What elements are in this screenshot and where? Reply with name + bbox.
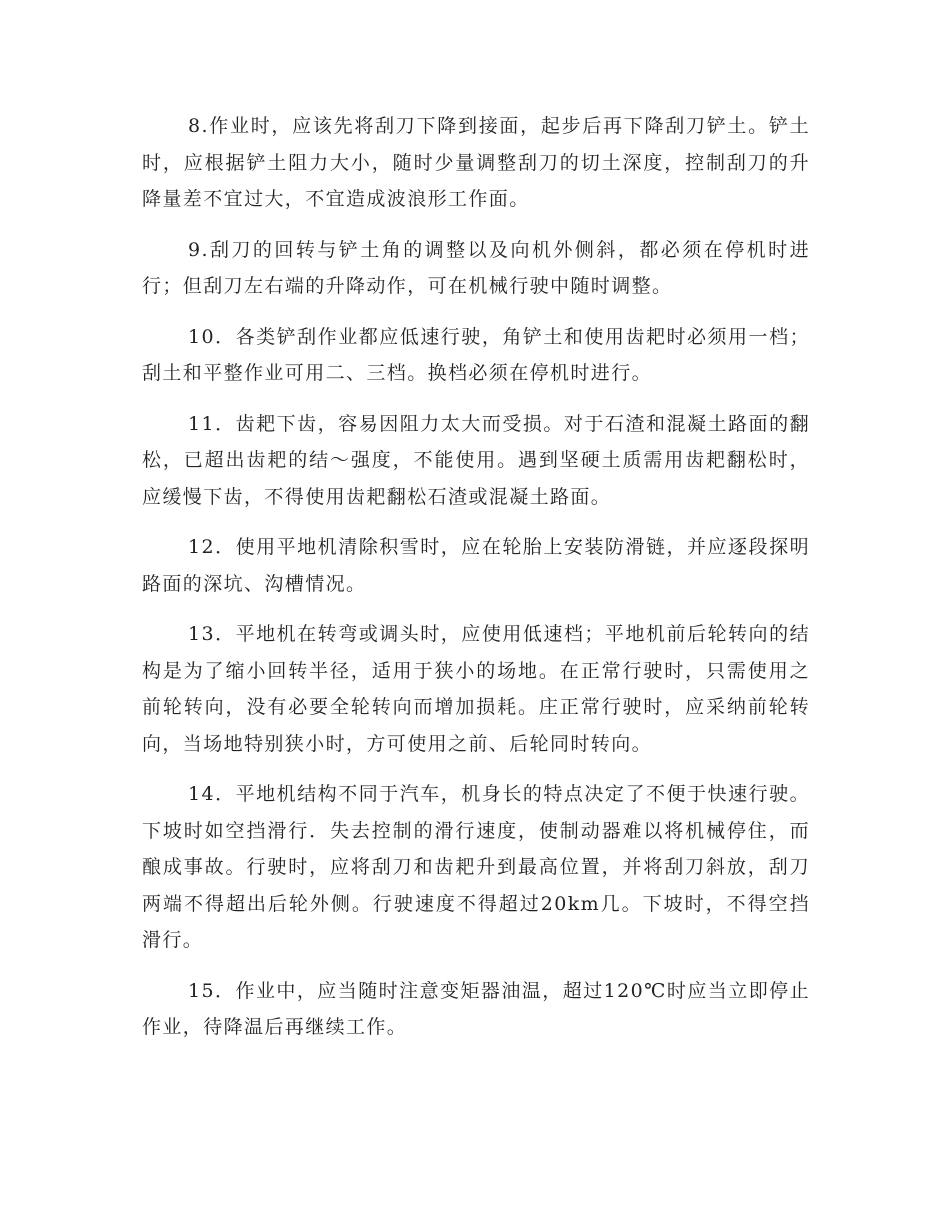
paragraph-11: 11．齿耙下齿，容易因阻力太大而受损。对于石渣和混凝土路面的翻松，已超出齿耙的结～强度，不能使用。遇到坚硬土质需用齿耙翻松时，应缓慢下齿，不得使用齿耙翻松石渣或混凝土路面。 bbox=[142, 412, 810, 508]
paragraph-15: 15．作业中，应当随时注意变矩器油温，超过120℃时应当立即停止作业，待降温后再继续工作。 bbox=[142, 979, 810, 1038]
paragraph-8: 8.作业时，应该先将刮刀下降到接面，起步后再下降刮刀铲土。铲土时，应根据铲土阻力大小，随时少量调整刮刀的切土深度，控制刮刀的升降量差不宜过大，不宜造成波浪形工作面。 bbox=[142, 115, 810, 210]
paragraph-9: 9.刮刀的回转与铲土角的调整以及向机外侧斜，都必须在停机时进行；但刮刀左右端的升降动作，可在机械行驶中随时调整。 bbox=[142, 238, 810, 297]
document-body bbox=[142, 108, 810, 1060]
paragraph-13: 13．平地机在转弯或调头时，应使用低速档；平地机前后轮转向的结构是为了缩小回转半径，适用于狭小的场地。在正常行驶时，只需使用之前轮转向，没有必要全轮转向而增加损耗。庄正常行驶时，应采纳前轮转向，当场地特别狭小时，方可使用之前、后轮同时转向。 bbox=[142, 623, 810, 755]
paragraph-10: 10．各类铲刮作业都应低速行驶，角铲土和使用齿耙时必须用一档；刮土和平整作业可用二、三档。换档必须在停机时进行。 bbox=[142, 325, 810, 384]
paragraph-12: 12．使用平地机清除积雪时，应在轮胎上安装防滑链，并应逐段探明路面的深坑、沟槽情况。 bbox=[142, 536, 810, 595]
paragraph-14: 14．平地机结构不同于汽车，机身长的特点决定了不便于快速行驶。下坡时如空挡滑行．失去控制的滑行速度，使制动器难以将机械停住，而酿成事故。行驶时，应将刮刀和齿耙升到最高位置，并将刮刀斜放，刮刀两端不得超出后轮外侧。行驶速度不得超过20km几。下坡时，不得空挡滑行。 bbox=[142, 783, 810, 951]
